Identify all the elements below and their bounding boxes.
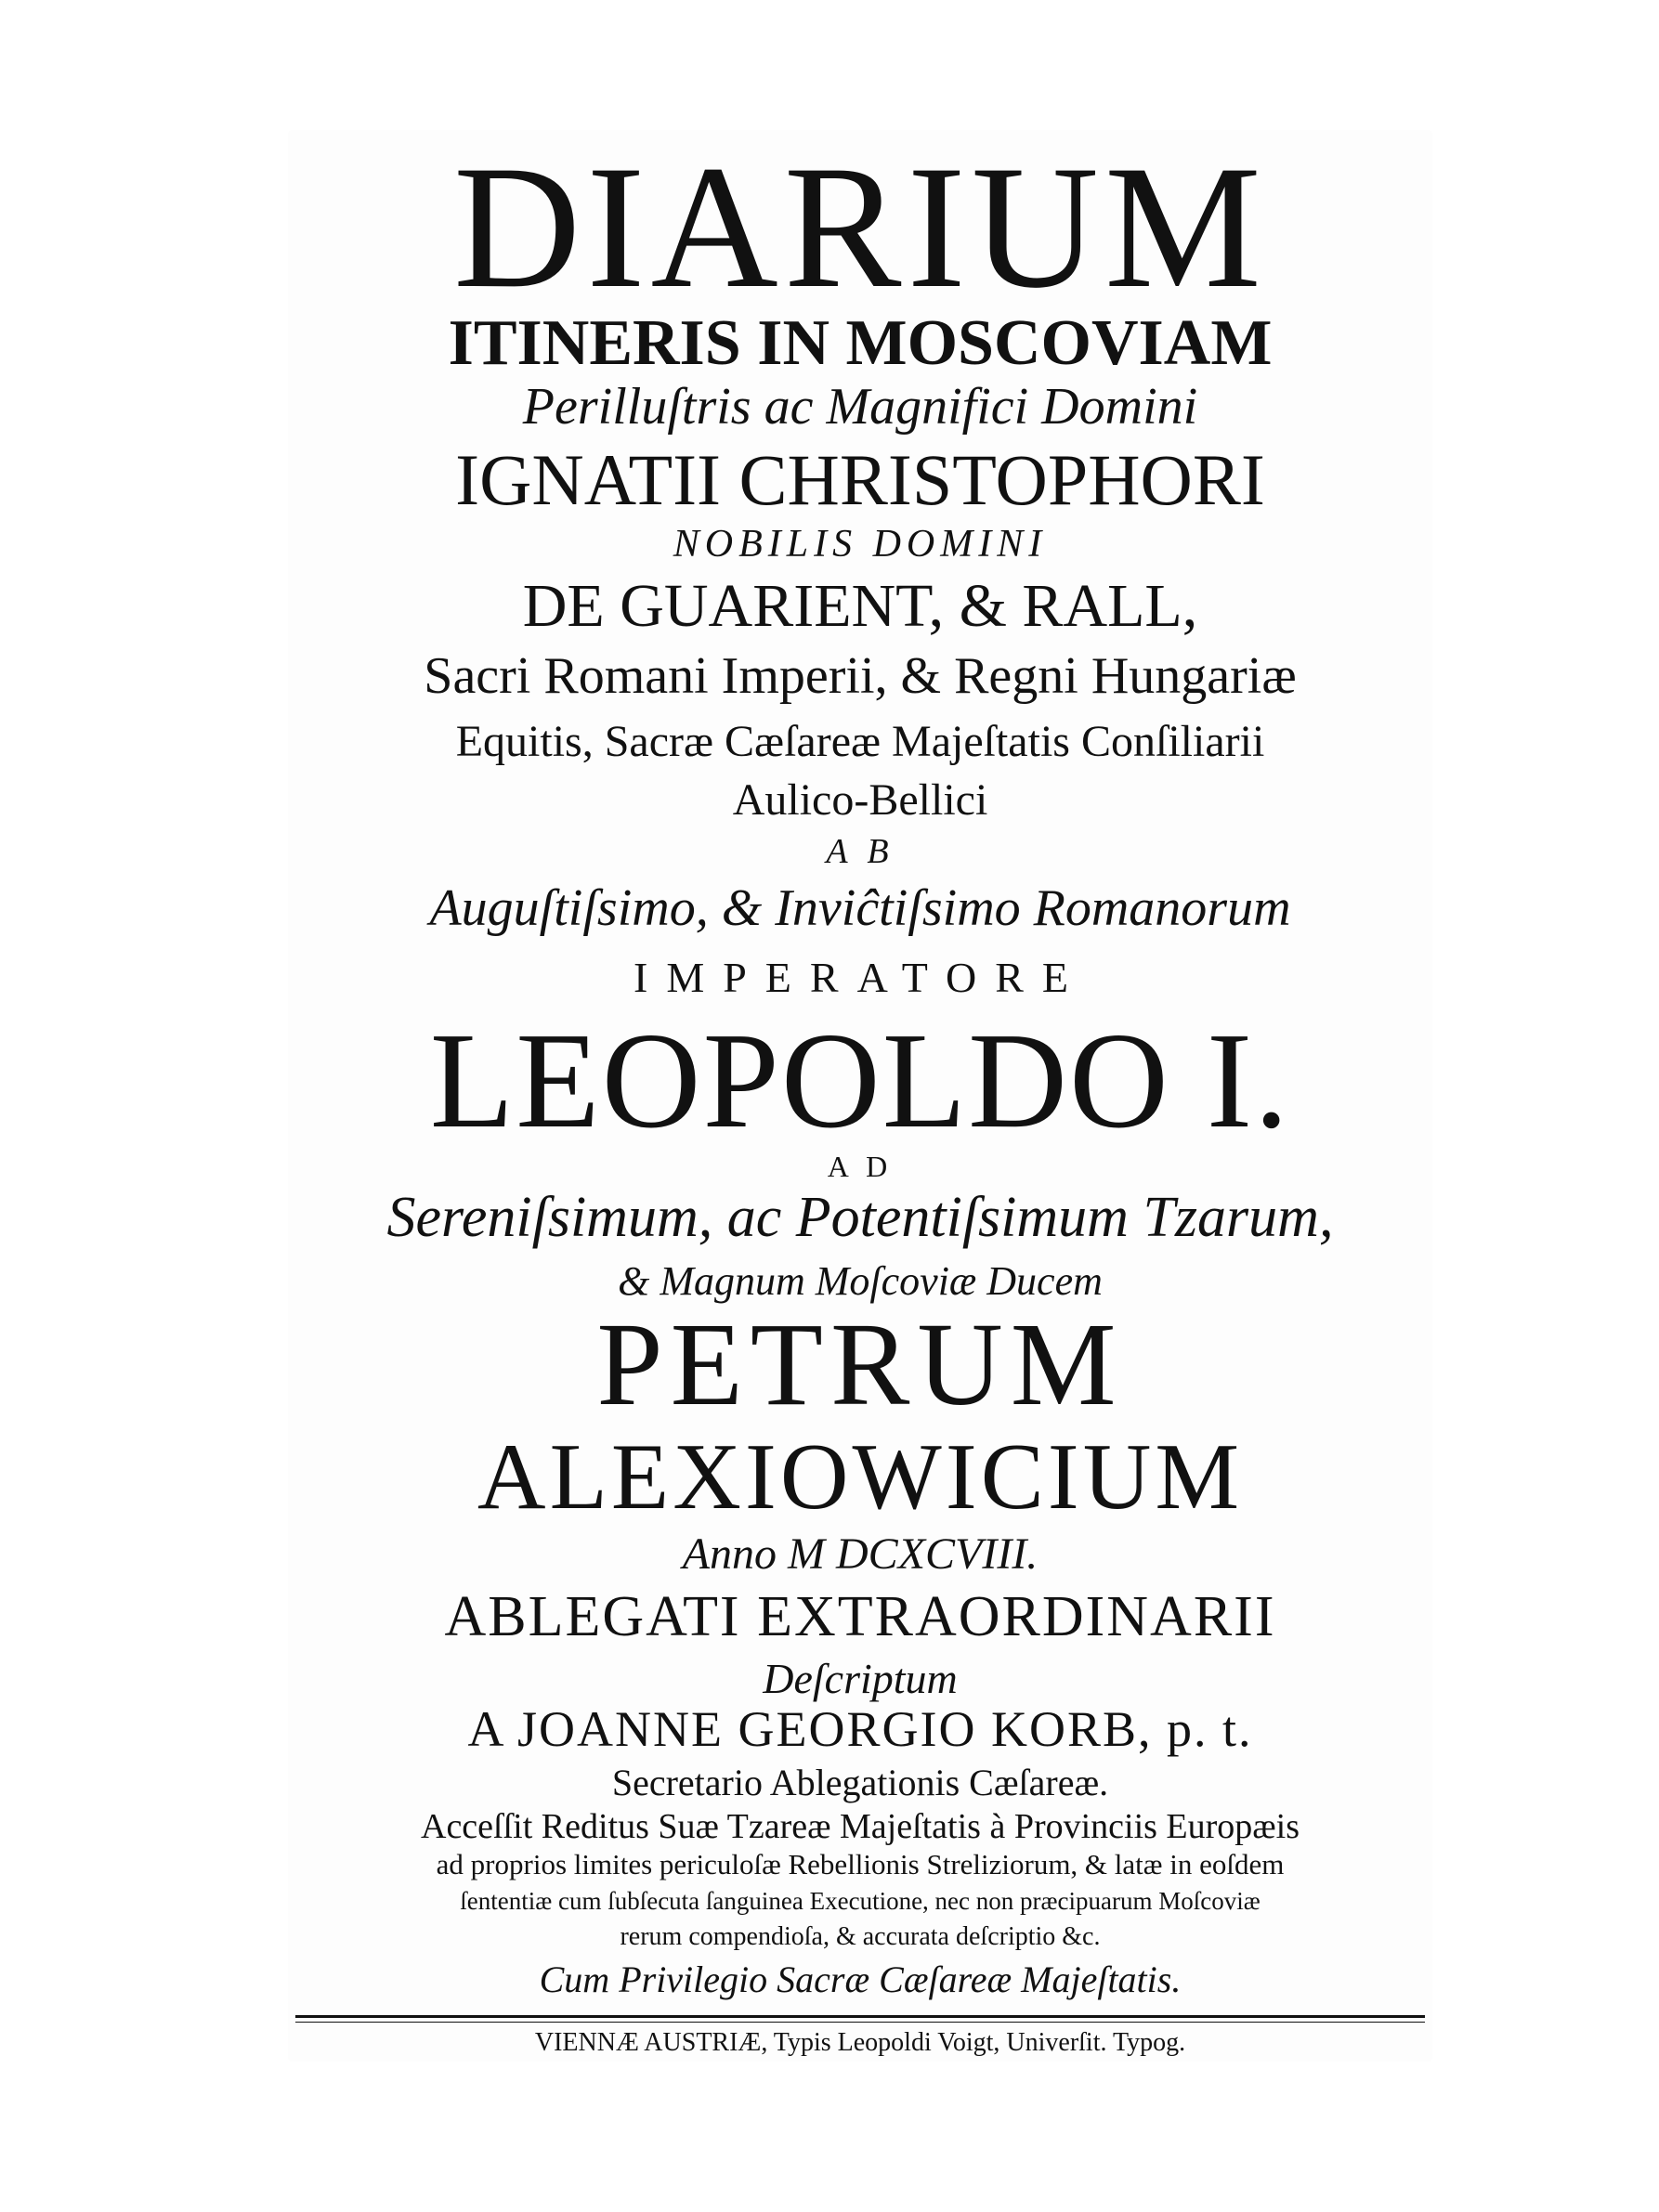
- petrum-line: PETRUM: [596, 1298, 1124, 1430]
- anno-line: Anno M DCXCVIII.: [682, 1529, 1039, 1579]
- privilegio-line: Cum Privilegio Sacræ Cæſareæ Majeſtatis.: [539, 1958, 1182, 2000]
- accessit-line-1: Acceſſit Reditus Suæ Tzareæ Majeſtatis à Provinciis Europæis: [421, 1807, 1300, 1846]
- author-line: A JOANNE GEORGIO KORB, p. t.: [467, 1701, 1253, 1757]
- serenissimum-line: Sereniſsimum, ac Potentiſsimum Tzarum,: [386, 1186, 1334, 1249]
- imperatore-line: IMPERATORE: [634, 954, 1087, 1001]
- de-guarient-line: DE GUARIENT, & RALL,: [522, 572, 1198, 640]
- descriptum-line: Deſcriptum: [763, 1655, 958, 1702]
- sacri-line: Sacri Romani Imperii, & Regni Hungariæ: [424, 647, 1297, 705]
- ab-line: A B: [826, 832, 895, 871]
- dedication-line: Perilluſtris ac Magnifici Domini: [522, 378, 1198, 436]
- aulico-line: Aulico-Bellici: [732, 775, 988, 825]
- equitis-line: Equitis, Sacræ Cæſareæ Majeſtatis Conſiliarii: [455, 717, 1265, 766]
- ad-line: A D: [827, 1150, 894, 1183]
- leopoldo-line: LEOPOLDO I.: [429, 1005, 1291, 1157]
- alexiowicium-line: ALEXIOWICIUM: [477, 1425, 1244, 1529]
- imprint-rule-thin: [295, 2022, 1425, 2023]
- accessit-line-3: ſententiæ cum ſubſecuta ſanguinea Executione, nec non præcipuarum Moſcoviæ: [460, 1887, 1261, 1915]
- imprint-rule: [295, 2015, 1425, 2018]
- secretario-line: Secretario Ablegationis Cæſareæ.: [611, 1762, 1109, 1803]
- ablegati-line: ABLEGATI EXTRAORDINARII: [444, 1585, 1276, 1648]
- imprint-line: VIENNÆ AUSTRIÆ, Typis Leopoldi Voigt, Univerſit. Typog.: [534, 2028, 1186, 2057]
- accessit-line-2: ad proprios limites periculoſæ Rebellionis Streliziorum, & latæ in eoſdem: [436, 1848, 1285, 1880]
- title-main: DIARIUM: [453, 130, 1267, 325]
- augustissimo-line: Auguſtiſsimo, & Inviĉtiſsimo Romanorum: [429, 879, 1291, 937]
- name-line: IGNATII CHRISTOPHORI: [455, 439, 1265, 520]
- nobilis-line: NOBILIS DOMINI: [673, 523, 1048, 566]
- magnum-line: & Magnum Moſcoviæ Ducem: [618, 1258, 1103, 1304]
- accessit-line-4: rerum compendioſa, & accurata deſcriptio &c.: [620, 1922, 1101, 1951]
- title-subtitle: ITINERIS IN MOSCOVIAM: [448, 307, 1273, 379]
